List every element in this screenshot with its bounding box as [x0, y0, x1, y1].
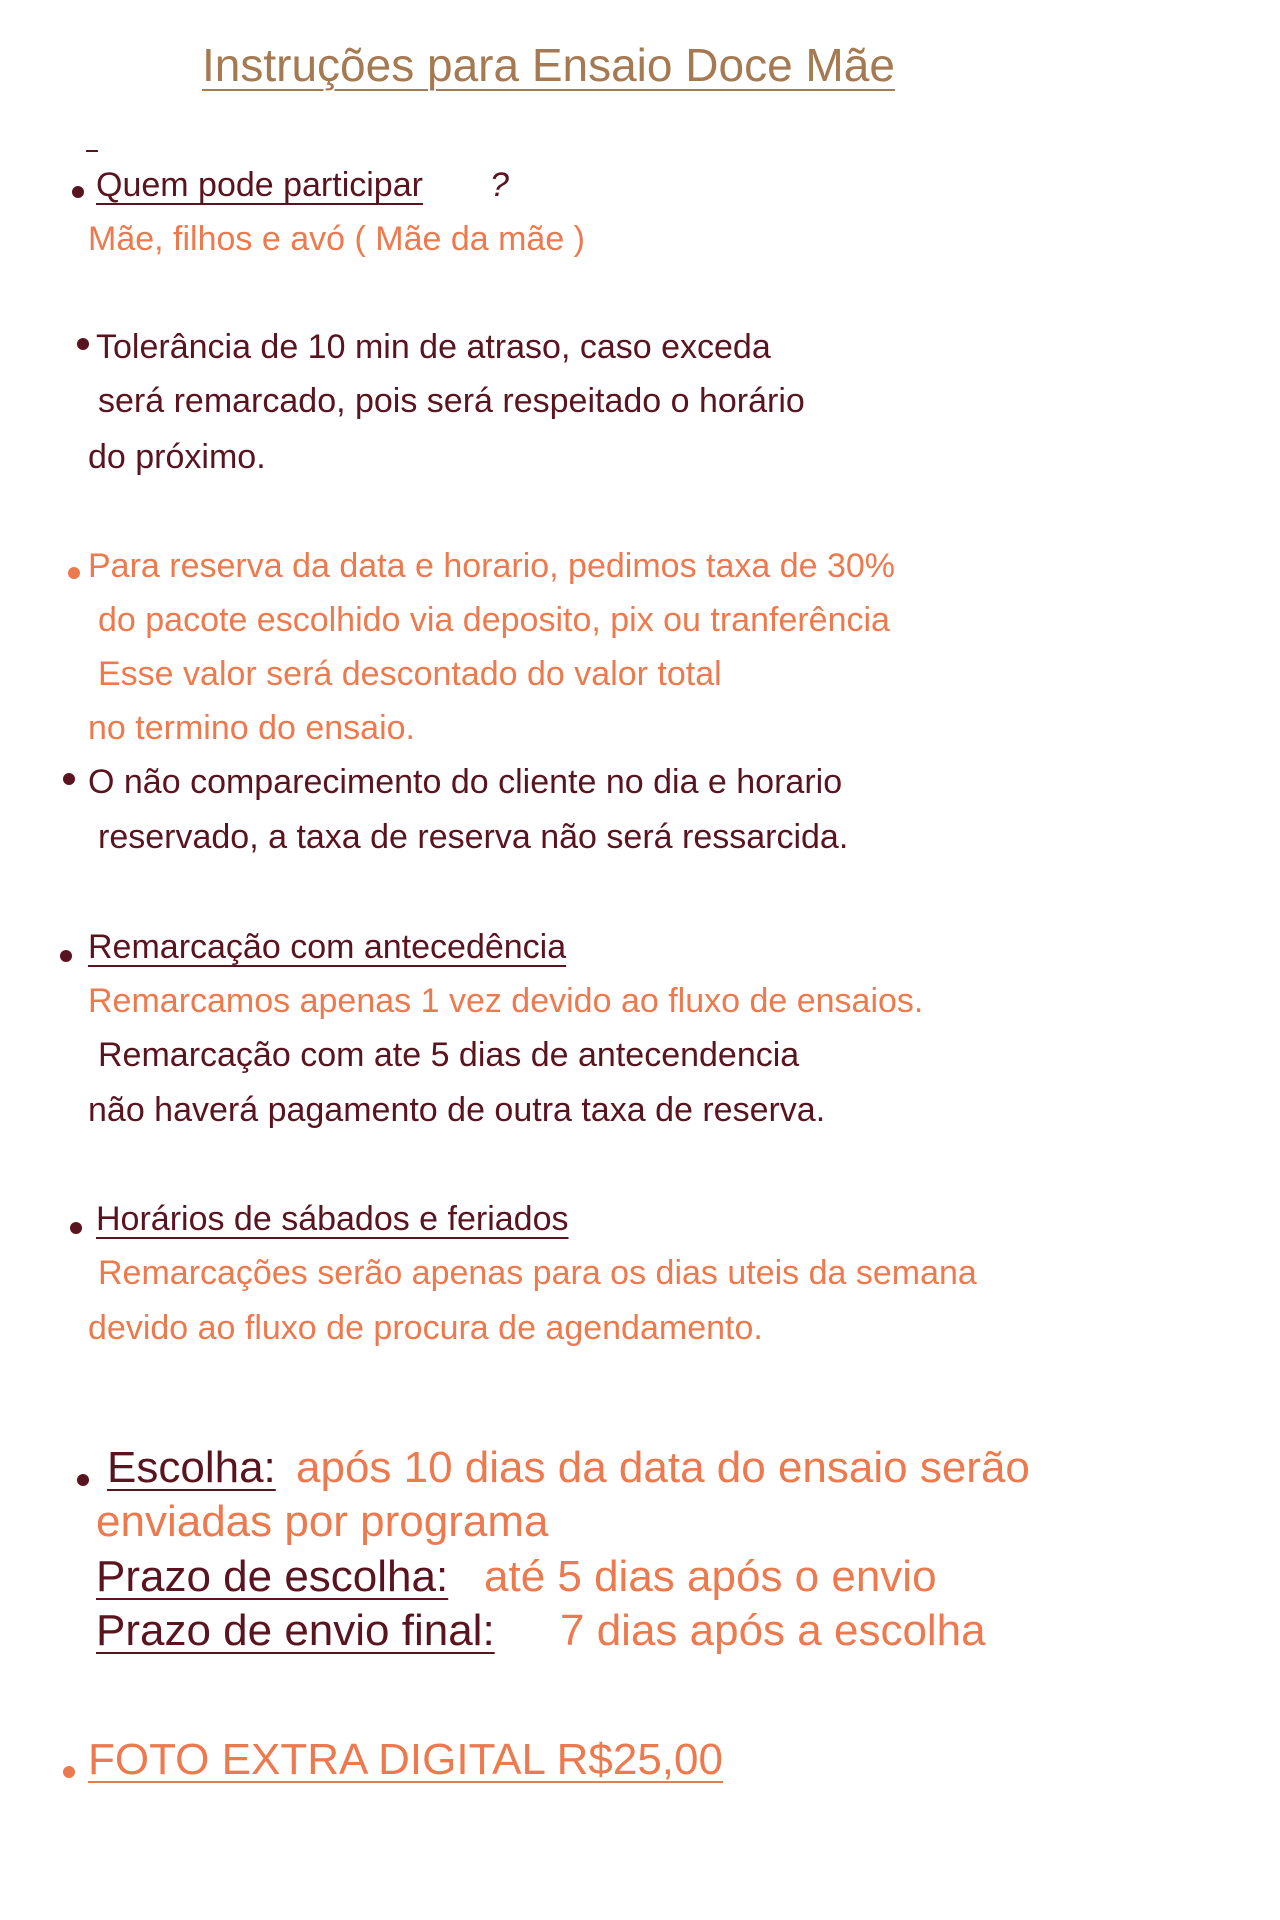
page-title: Instruções para Ensaio Doce Mãe: [202, 39, 895, 91]
choice-text-2: enviadas por programa: [96, 1497, 549, 1546]
choice-final-label: Prazo de envio final:: [96, 1606, 495, 1655]
choice-deadline-text: até 5 dias após o envio: [484, 1552, 937, 1601]
weekends-line-1: Remarcações serão apenas para os dias uteis da semana: [98, 1254, 977, 1292]
reschedule-line-3: não haverá pagamento de outra taxa de reserva.: [88, 1091, 826, 1129]
choice-final-text: 7 dias após a escolha: [560, 1606, 986, 1655]
tolerance-line-1: Tolerância de 10 min de atraso, caso exceda: [96, 328, 771, 366]
choice-label: Escolha:: [107, 1443, 276, 1492]
bullet-icon: [63, 1766, 75, 1778]
bullet-icon: [70, 1222, 82, 1234]
reservation-line-2: do pacote escolhido via deposito, pix ou tranferência: [98, 601, 890, 639]
reservation-line-3: Esse valor será descontado do valor total: [98, 655, 722, 693]
bullet-icon: [77, 1474, 89, 1486]
bullet-icon: [63, 773, 75, 785]
reschedule-heading: Remarcação com antecedência: [88, 928, 567, 966]
bullet-icon: [60, 950, 72, 962]
choice-deadline-label: Prazo de escolha:: [96, 1552, 449, 1601]
weekends-line-2: devido ao fluxo de procura de agendamento.: [88, 1309, 763, 1347]
reschedule-line-2: Remarcação com ate 5 dias de antecendencia: [98, 1036, 800, 1074]
bullet-icon: [68, 567, 80, 579]
reservation-line-1: Para reserva da data e horario, pedimos taxa de 30%: [88, 547, 896, 585]
weekends-heading: Horários de sábados e feriados: [96, 1200, 569, 1238]
bullet-icon: [72, 186, 84, 198]
stray-dash: [86, 150, 98, 152]
extra-photo-price: FOTO EXTRA DIGITAL R$25,00: [88, 1735, 723, 1784]
tolerance-line-3: do próximo.: [88, 438, 266, 476]
who-question-mark: ?: [490, 166, 509, 204]
choice-text-1: após 10 dias da data do ensaio serão: [296, 1443, 1030, 1492]
reschedule-line-1: Remarcamos apenas 1 vez devido ao fluxo de ensaios.: [88, 982, 924, 1020]
no-show-line-1: O não comparecimento do cliente no dia e horario: [88, 763, 843, 801]
who-answer: Mãe, filhos e avó ( Mãe da mãe ): [88, 220, 586, 258]
bullet-icon: [77, 338, 89, 350]
tolerance-line-2: será remarcado, pois será respeitado o horário: [98, 382, 805, 420]
no-show-line-2: reservado, a taxa de reserva não será ressarcida.: [98, 818, 849, 856]
who-heading: Quem pode participar: [96, 166, 423, 204]
reservation-line-4: no termino do ensaio.: [88, 709, 415, 747]
